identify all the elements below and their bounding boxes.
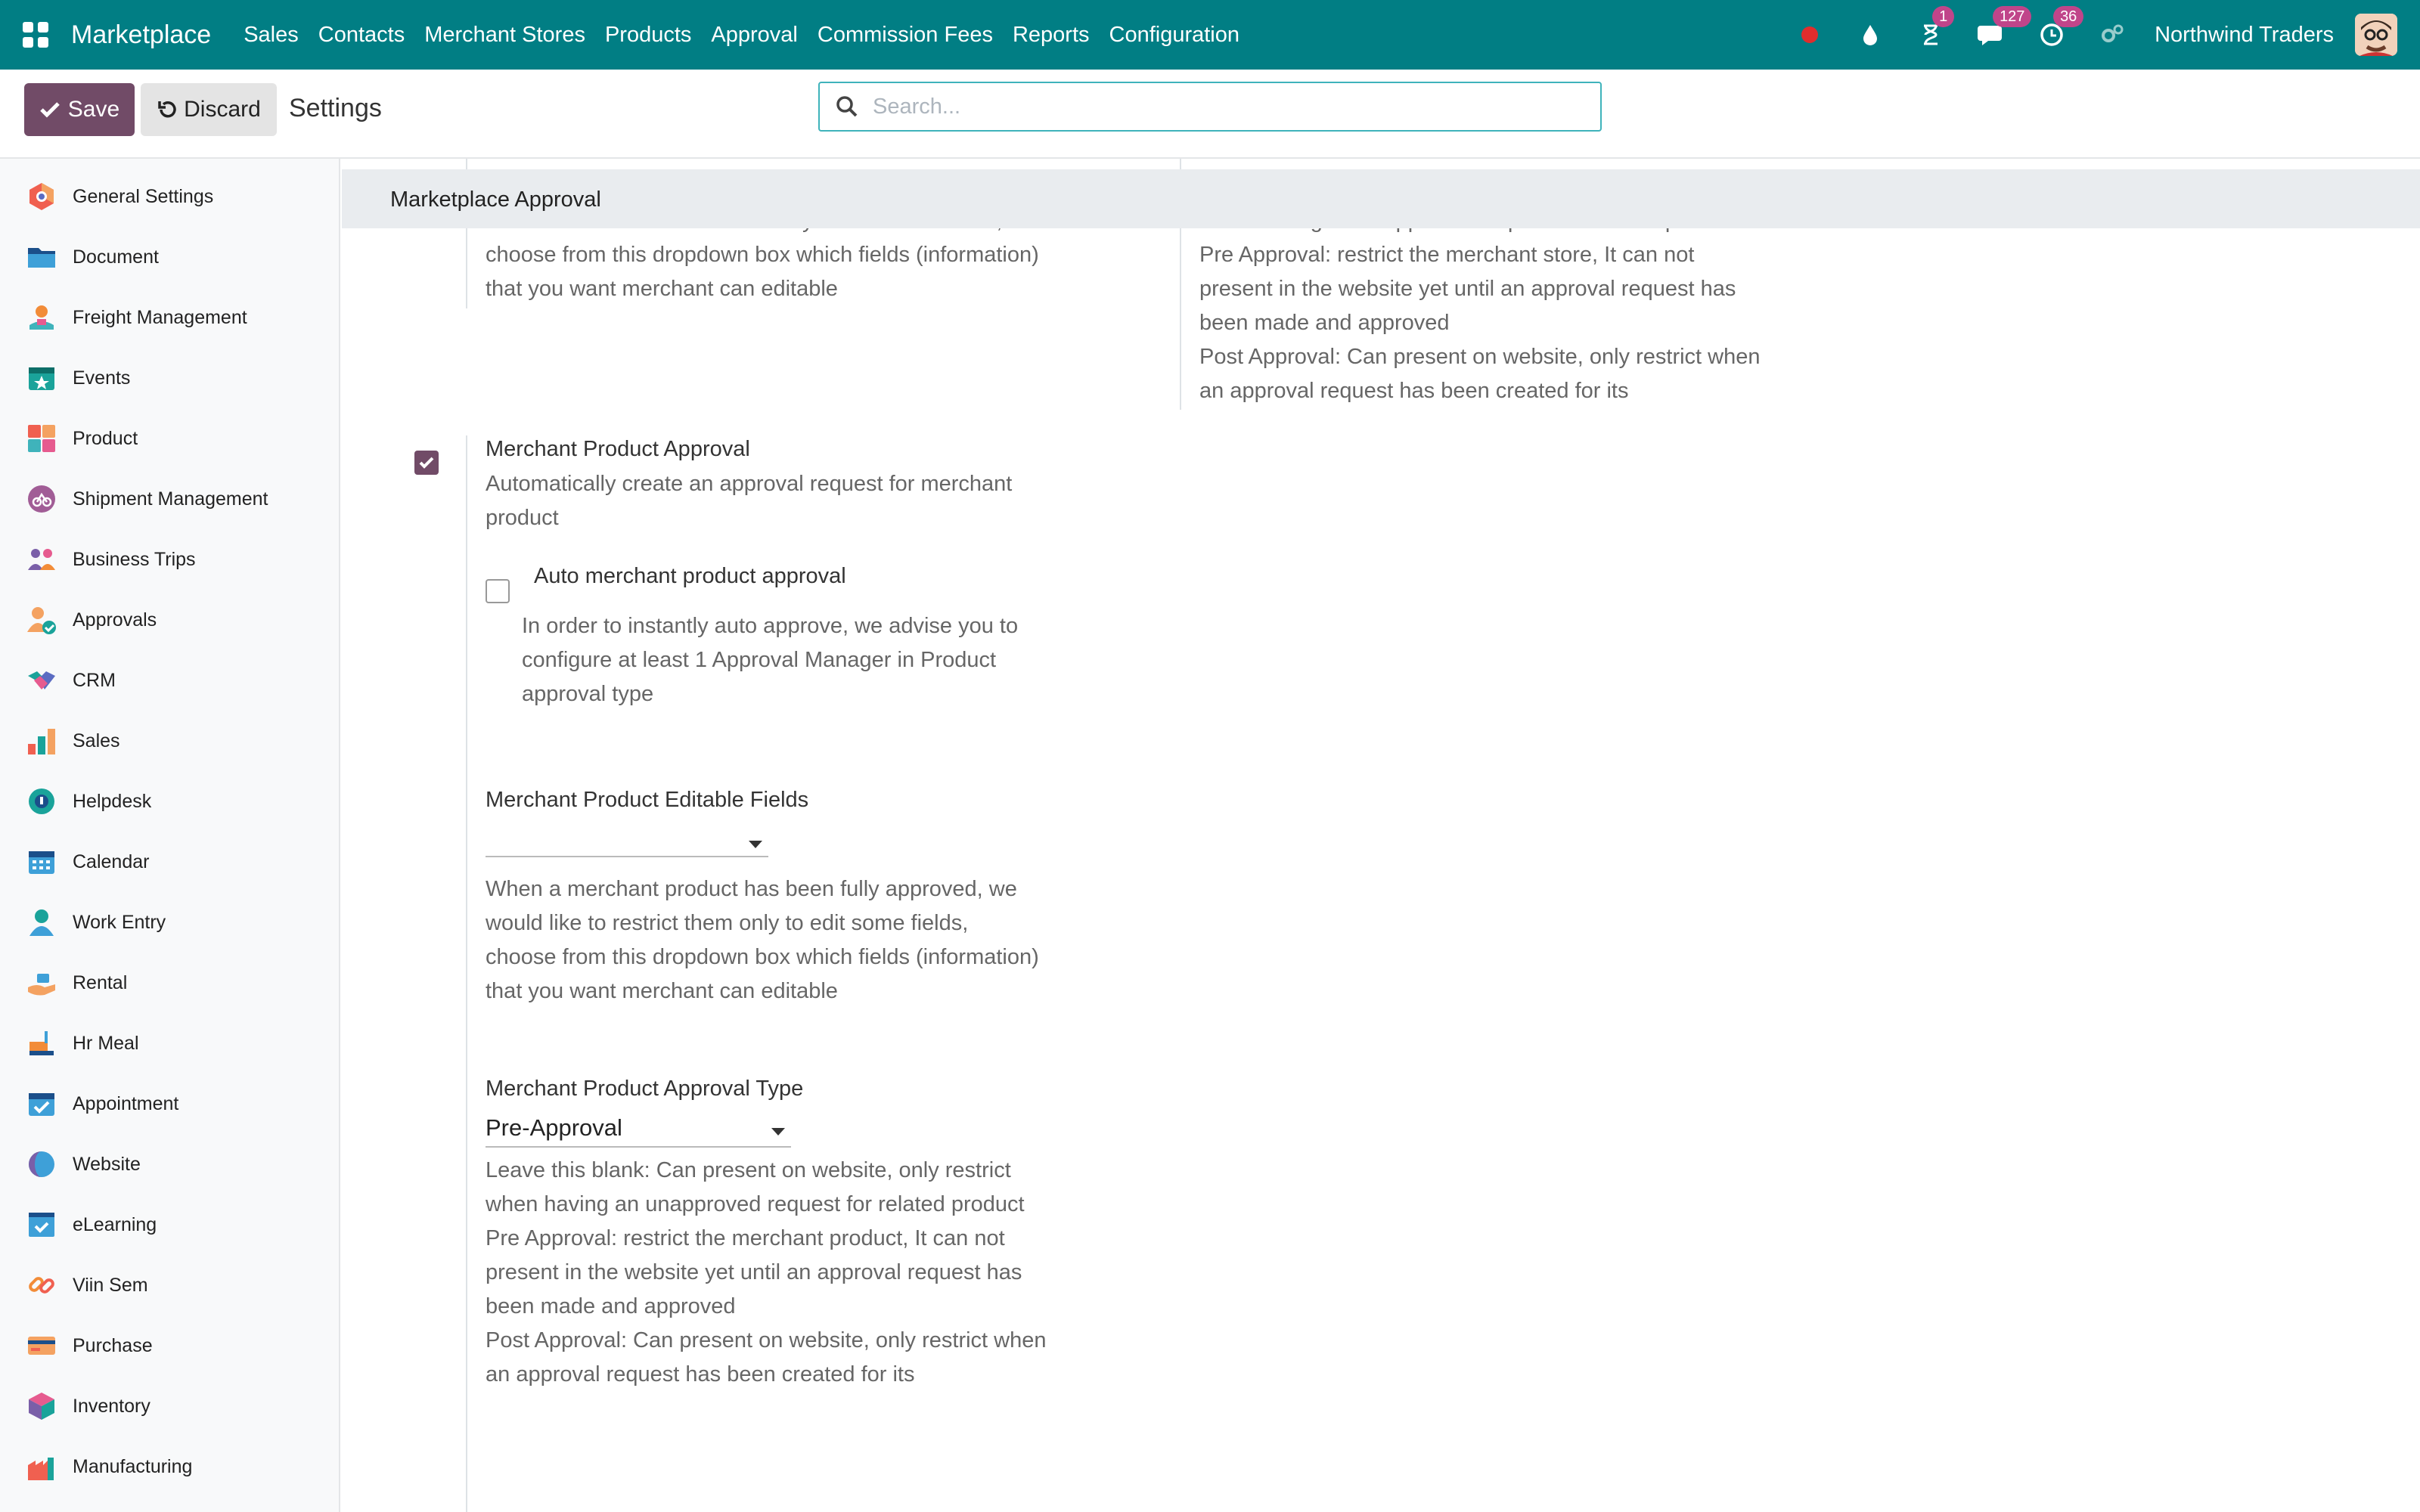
menu-approval[interactable]: Approval — [711, 22, 798, 47]
auto-approval-checkbox[interactable] — [486, 579, 510, 603]
viin-sem-icon — [26, 1269, 57, 1301]
sidebar-label: Work Entry — [73, 911, 166, 933]
page-title: Settings — [289, 94, 382, 122]
app-brand[interactable]: Marketplace — [71, 20, 212, 49]
column-divider — [466, 435, 467, 1512]
section-header — [342, 169, 2420, 228]
auto-approval-help-line: configure at least 1 Approval Manager in Product — [522, 648, 997, 672]
sidebar-label: Viin Sem — [73, 1274, 148, 1296]
apps-grid-icon[interactable] — [23, 22, 48, 48]
sidebar-label: Appointment — [73, 1092, 179, 1114]
company-name[interactable]: Northwind Traders — [2155, 22, 2334, 47]
crm-icon — [26, 665, 57, 696]
menu-sales[interactable]: Sales — [244, 22, 299, 47]
sidebar-label: eLearning — [73, 1213, 157, 1235]
sidebar-item-calendar[interactable] — [0, 832, 339, 892]
sidebar-item-crm[interactable] — [0, 650, 339, 711]
helpdesk-icon — [26, 785, 57, 817]
settings-content — [342, 159, 2420, 1512]
sidebar-item-product[interactable] — [0, 408, 339, 469]
sidebar-label: Rental — [73, 971, 128, 993]
store-approval-type-help-line: Post Approval: Can present on website, only restrict when — [1199, 345, 1761, 369]
debug-gears-icon[interactable] — [2097, 20, 2127, 50]
sidebar-label: Sales — [73, 730, 120, 751]
product-approval-checkbox[interactable] — [414, 451, 439, 475]
editable-fields-help-line: that you want merchant can editable — [486, 979, 838, 1003]
section-title: Marketplace Approval — [390, 187, 601, 212]
check-icon — [39, 101, 60, 119]
approval-type-label: Merchant Product Approval Type — [486, 1077, 804, 1101]
website-icon — [26, 1148, 57, 1180]
sidebar-item-sales[interactable] — [0, 711, 339, 771]
sidebar-label: Business Trips — [73, 548, 196, 570]
rental-icon — [26, 967, 57, 999]
auto-approval-help-line: In order to instantly auto approve, we advise you to — [522, 614, 1019, 638]
sidebar-item-document[interactable] — [0, 227, 339, 287]
calendar-icon — [26, 846, 57, 878]
auto-approval-help-line: approval type — [522, 682, 654, 706]
freight-icon — [26, 302, 57, 333]
search-input[interactable] — [873, 94, 1553, 119]
approval-type-help-line: Pre Approval: restrict the merchant product, It can not — [486, 1226, 1005, 1250]
approval-type-help-line: been made and approved — [486, 1294, 736, 1318]
sidebar-label: Events — [73, 367, 131, 389]
events-icon — [26, 362, 57, 394]
sidebar-label: Website — [73, 1153, 141, 1175]
discard-label: Discard — [184, 97, 261, 122]
purchase-icon — [26, 1330, 57, 1362]
store-editable-help-line: choose from this dropdown box which fields (information) — [486, 243, 1039, 267]
store-approval-type-help-line: been made and approved — [1199, 311, 1450, 335]
inventory-icon — [26, 1390, 57, 1422]
menu-commission-fees[interactable]: Commission Fees — [817, 22, 993, 47]
menu-configuration[interactable]: Configuration — [1109, 22, 1239, 47]
store-editable-help-line: that you want merchant can editable — [486, 277, 838, 301]
sidebar-item-helpdesk[interactable] — [0, 771, 339, 832]
sidebar-item-shipment-management[interactable] — [0, 469, 339, 529]
search-icon — [835, 94, 859, 119]
sidebar-item-events[interactable] — [0, 348, 339, 408]
approval-type-value: Pre-Approval — [486, 1114, 622, 1141]
sidebar-label: Document — [73, 246, 159, 268]
work-entry-icon — [26, 906, 57, 938]
store-approval-type-help-line: present in the website yet until an approval request has — [1199, 277, 1736, 301]
messages-icon[interactable] — [1976, 8, 2025, 50]
record-icon[interactable] — [1795, 20, 1825, 50]
sidebar-item-work-entry[interactable] — [0, 892, 339, 953]
clock-badge: 36 — [2053, 6, 2083, 27]
editable-fields-help-line: choose from this dropdown box which fields (information) — [486, 945, 1039, 969]
search-box[interactable] — [818, 82, 1602, 132]
activities-badge: 1 — [1932, 6, 1954, 27]
user-avatar[interactable] — [2355, 14, 2397, 56]
editable-fields-help-line: When a merchant product has been fully approved, we — [486, 877, 1017, 901]
shipment-icon — [26, 483, 57, 515]
sidebar-item-elearning[interactable] — [0, 1194, 339, 1255]
product-approval-label[interactable]: Merchant Product Approval — [486, 437, 750, 461]
sidebar-item-appointment[interactable] — [0, 1074, 339, 1134]
sidebar-item-viin-sem[interactable] — [0, 1255, 339, 1315]
save-label: Save — [67, 97, 120, 122]
approvals-icon — [26, 604, 57, 636]
sidebar-label: Calendar — [73, 850, 150, 872]
approval-type-help-line: present in the website yet until an approval request has — [486, 1260, 1022, 1284]
approval-type-help-line: Post Approval: Can present on website, only restrict when — [486, 1328, 1047, 1352]
sales-icon — [26, 725, 57, 757]
sidebar-item-manufacturing[interactable] — [0, 1436, 339, 1497]
sidebar-label: Manufacturing — [73, 1455, 193, 1477]
store-approval-type-help-line: an approval request has been created for its — [1199, 379, 1629, 403]
caret-down-icon — [771, 1128, 785, 1136]
settings-icon — [26, 181, 57, 212]
menu-merchant-stores[interactable]: Merchant Stores — [424, 22, 585, 47]
activity-hourglass-icon[interactable] — [1916, 8, 1948, 50]
menu-contacts[interactable]: Contacts — [318, 22, 405, 47]
auto-approval-label[interactable]: Auto merchant product approval — [534, 564, 846, 588]
sidebar-item-freight-management[interactable] — [0, 287, 339, 348]
approval-type-help-line: an approval request has been created for its — [486, 1362, 915, 1387]
folder-icon — [26, 241, 57, 273]
undo-icon — [157, 99, 178, 120]
sidebar-item-purchase[interactable] — [0, 1315, 339, 1376]
drop-icon[interactable] — [1855, 20, 1885, 50]
top-navbar — [0, 0, 2420, 70]
sidebar-label: Approvals — [73, 609, 157, 631]
sidebar-item-hr-meal[interactable] — [0, 1013, 339, 1074]
manufacturing-icon — [26, 1451, 57, 1483]
sidebar-label: Purchase — [73, 1334, 153, 1356]
business-trips-icon — [26, 544, 57, 575]
product-approval-help-line: product — [486, 506, 559, 530]
clock-icon[interactable] — [2037, 8, 2077, 50]
sidebar-item-general-settings[interactable] — [0, 166, 339, 227]
product-icon — [26, 423, 57, 454]
hr-meal-icon — [26, 1027, 57, 1059]
product-approval-help-line: Automatically create an approval request for merchant — [486, 472, 1013, 496]
sidebar-label: General Settings — [73, 185, 214, 207]
menu-products[interactable]: Products — [604, 22, 692, 47]
sidebar-label: Freight Management — [73, 306, 247, 328]
editable-fields-select[interactable] — [486, 824, 768, 857]
sidebar-item-business-trips[interactable] — [0, 529, 339, 590]
save-button[interactable] — [24, 83, 135, 136]
sidebar-item-approvals[interactable] — [0, 590, 339, 650]
editable-fields-help-line: would like to restrict them only to edit some fields, — [486, 911, 969, 935]
appointment-icon — [26, 1088, 57, 1120]
main-menu — [234, 23, 1249, 48]
navbar-systray — [1764, 0, 2397, 70]
editable-fields-label: Merchant Product Editable Fields — [486, 788, 809, 812]
sidebar-label: Shipment Management — [73, 488, 268, 510]
menu-reports[interactable]: Reports — [1012, 22, 1090, 47]
elearning-icon — [26, 1209, 57, 1241]
discard-button[interactable] — [141, 83, 277, 136]
sidebar-item-inventory[interactable] — [0, 1376, 339, 1436]
approval-type-help-line: when having an unapproved request for related product — [486, 1192, 1025, 1216]
store-approval-type-help-line: Pre Approval: restrict the merchant store, It can not — [1199, 243, 1695, 267]
sidebar-label: Inventory — [73, 1395, 150, 1417]
sidebar-item-website[interactable] — [0, 1134, 339, 1194]
approval-type-select[interactable] — [486, 1108, 791, 1148]
sidebar-label: CRM — [73, 669, 116, 691]
approval-type-help-line: Leave this blank: Can present on website, only restrict — [486, 1158, 1011, 1182]
sidebar-label: Hr Meal — [73, 1032, 139, 1054]
settings-sidebar — [0, 159, 340, 1512]
control-panel — [0, 70, 2420, 159]
sidebar-label: Product — [73, 427, 138, 449]
caret-down-icon — [749, 841, 762, 848]
check-icon — [418, 456, 435, 469]
sidebar-item-rental[interactable] — [0, 953, 339, 1013]
messages-badge: 127 — [1993, 6, 2031, 27]
sidebar-label: Helpdesk — [73, 790, 152, 812]
